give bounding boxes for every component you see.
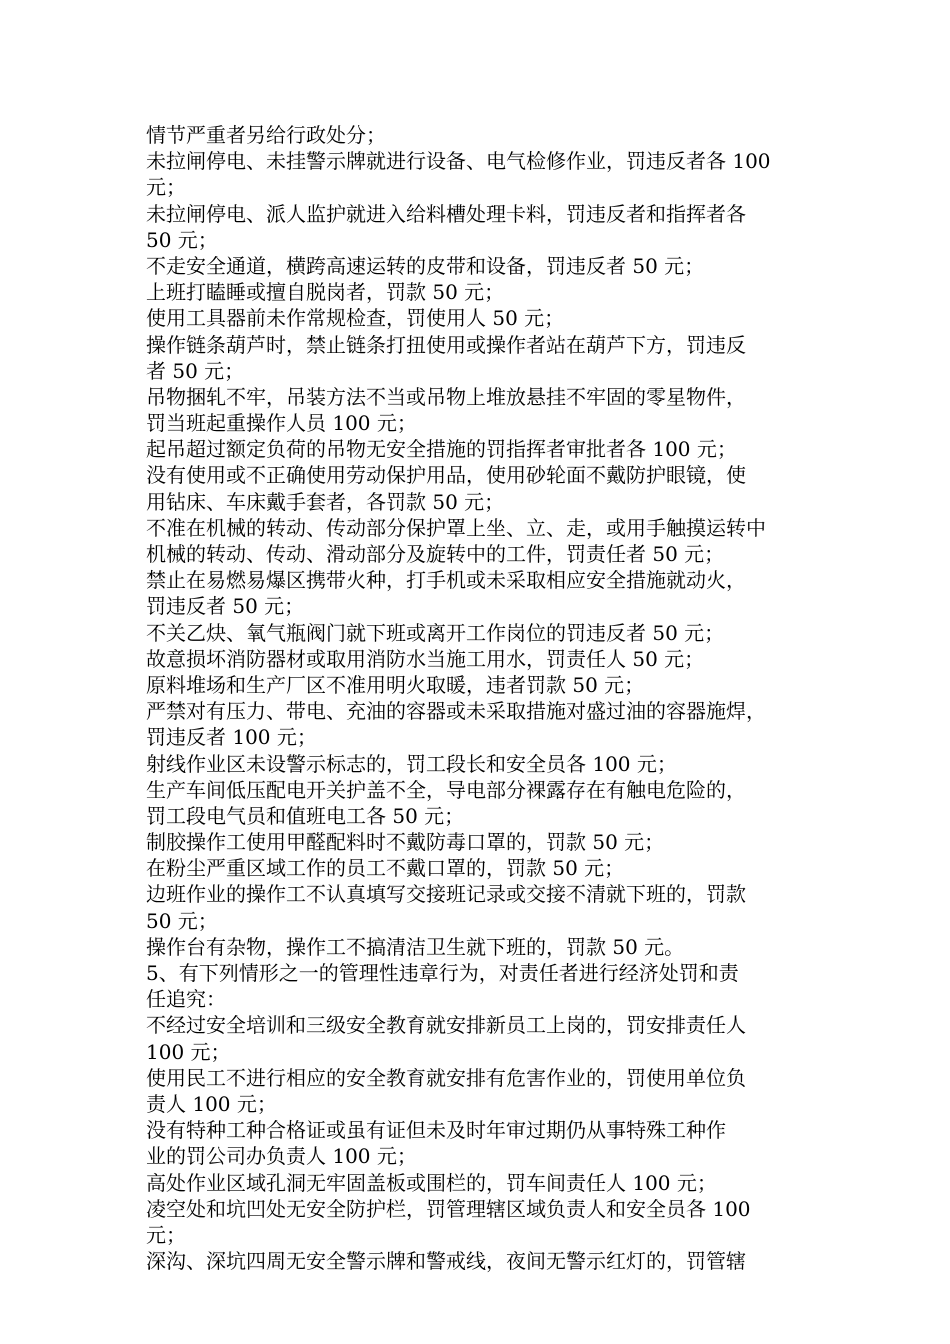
text-line: 操作台有杂物，操作工不搞清洁卫生就下班的，罚款 50 元。 — [146, 934, 685, 959]
document-body — [146, 122, 816, 1274]
text-line: 射线作业区未设警示标志的，罚工段长和安全员各 100 元； — [146, 751, 677, 776]
text-line: 业的罚公司办负责人 100 元； — [146, 1144, 417, 1169]
text-line: 边班作业的操作工不认真填写交接班记录或交接不清就下班的，罚款 — [146, 882, 746, 907]
text-line: 任追究： — [146, 987, 226, 1012]
text-line: 起吊超过额定负荷的吊物无安全措施的罚指挥者审批者各 100 元； — [146, 437, 737, 462]
text-line: 不经过安全培训和三级安全教育就安排新员工上岗的，罚安排责任人 — [146, 1013, 746, 1038]
text-line: 机械的转动、传动、滑动部分及旋转中的工件，罚责任者 50 元； — [146, 542, 725, 566]
text-line: 未拉闸停电、派人监护就进入给料槽处理卡料，罚违反者和指挥者各 — [146, 201, 746, 226]
text-line: 使用民工不进行相应的安全教育就安排有危害作业的，罚使用单位负 — [146, 1065, 746, 1090]
text-line: 责人 100 元； — [146, 1091, 277, 1116]
text-line: 在粉尘严重区域工作的员工不戴口罩的，罚款 50 元； — [146, 856, 625, 881]
text-line: 罚当班起重操作人员 100 元； — [146, 411, 417, 436]
text-line: 深沟、深坑四周无安全警示牌和警戒线，夜间无警示红灯的，罚管辖 — [146, 1249, 746, 1274]
text-line: 不关乙炔、氧气瓶阀门就下班或离开工作岗位的罚违反者 50 元； — [146, 620, 725, 645]
text-line: 使用工具器前未作常规检查，罚使用人 50 元； — [146, 306, 565, 331]
text-line: 未拉闸停电、未挂警示牌就进行设备、电气检修作业，罚违反者各 100 — [146, 149, 771, 174]
text-line: 上班打瞌睡或擅自脱岗者，罚款 50 元； — [146, 280, 505, 305]
text-line: 吊物捆轧不牢，吊装方法不当或吊物上堆放悬挂不牢固的零星物件， — [146, 384, 746, 409]
text-line: 凌空处和坑凹处无安全防护栏，罚管理辖区域负责人和安全员各 100 — [146, 1196, 751, 1221]
text-line: 50 元； — [146, 227, 218, 252]
text-line: 者 50 元； — [146, 358, 245, 383]
text-line: 禁止在易燃易爆区携带火种，打手机或未采取相应安全措施就动火， — [146, 568, 746, 593]
text-line: 没有使用或不正确使用劳动保护用品，使用砂轮面不戴防护眼镜，使 — [146, 463, 746, 488]
text-line: 严禁对有压力、带电、充油的容器或未采取措施对盛过油的容器施焊， — [146, 699, 766, 724]
text-line: 罚工段电气员和值班电工各 50 元； — [146, 803, 465, 828]
text-line: 原料堆场和生产厂区不准用明火取暖，违者罚款 50 元； — [146, 672, 645, 697]
text-line: 高处作业区域孔洞无牢固盖板或围栏的，罚车间责任人 100 元； — [146, 1170, 717, 1195]
text-line: 故意损坏消防器材或取用消防水当施工用水，罚责任人 50 元； — [146, 646, 705, 671]
text-line: 元； — [146, 1222, 186, 1247]
text-line: 5、有下列情形之一的管理性违章行为，对责任者进行经济处罚和责 — [146, 961, 739, 985]
text-line: 罚违反者 100 元； — [146, 725, 317, 750]
text-line: 罚违反者 50 元； — [146, 594, 305, 619]
text-line: 没有特种工种合格证或虽有证但未及时年审过期仍从事特殊工种作 — [146, 1118, 726, 1143]
text-line: 生产车间低压配电开关护盖不全，导电部分裸露存在有触电危险的， — [146, 777, 746, 802]
text-line: 用钻床、车床戴手套者，各罚款 50 元； — [146, 489, 505, 514]
text-line: 100 元； — [146, 1039, 231, 1064]
text-line: 不准在机械的转动、传动部分保护罩上坐、立、走，或用手触摸运转中 — [146, 515, 766, 540]
text-line: 50 元； — [146, 908, 218, 933]
text-line: 元； — [146, 175, 186, 200]
text-line: 操作链条葫芦时，禁止链条打扭使用或操作者站在葫芦下方，罚违反 — [146, 332, 746, 357]
text-line: 制胶操作工使用甲醛配料时不戴防毒口罩的，罚款 50 元； — [146, 830, 665, 855]
text-line: 情节严重者另给行政处分； — [146, 123, 386, 147]
text-line: 不走安全通道，横跨高速运转的皮带和设备，罚违反者 50 元； — [146, 253, 705, 278]
